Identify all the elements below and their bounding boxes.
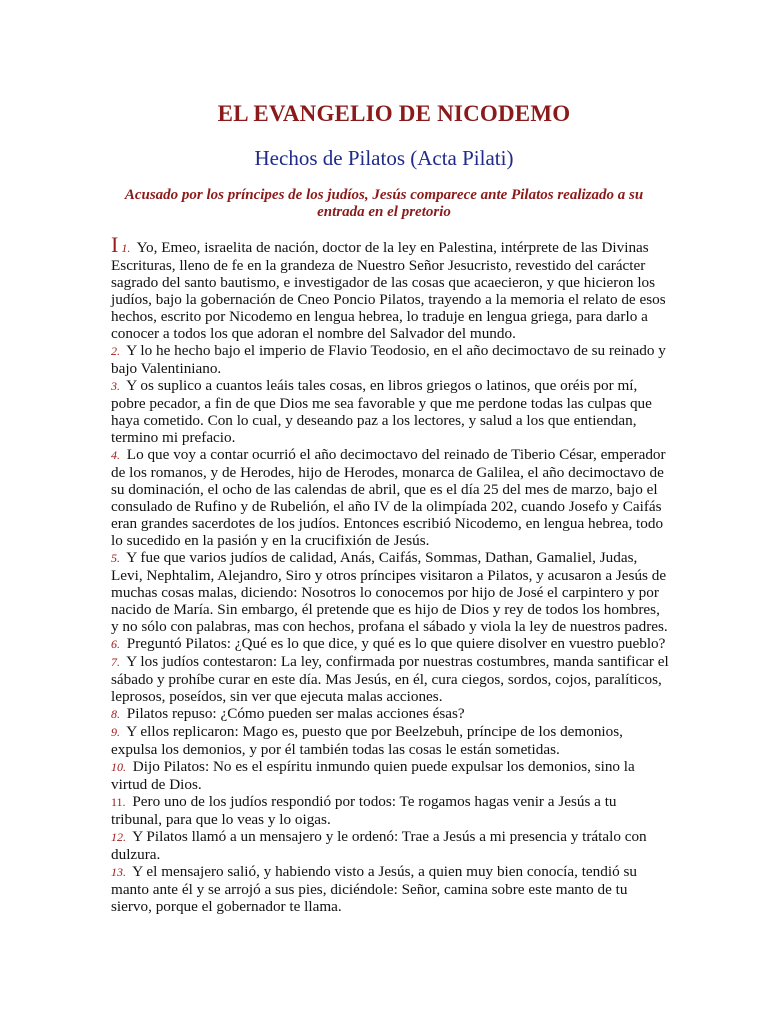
verse-number: 1. <box>121 241 131 255</box>
verse-number: 4. <box>111 448 120 462</box>
body-text <box>111 232 671 915</box>
verse-text: Pero uno de los judíos respondió por todos: Te rogamos hagas venir a Jesús a tu tribunal, para que lo veas y lo oigas. <box>111 793 617 828</box>
verse-number: 12. <box>111 830 126 844</box>
verse-text: Y lo he hecho bajo el imperio de Flavio Teodosio, en el año decimoctavo de su reinado y bajo Valentiniano. <box>111 342 666 377</box>
chapter-summary <box>104 187 664 221</box>
verse <box>111 549 671 635</box>
verse <box>111 723 671 758</box>
verse-text: Preguntó Pilatos: ¿Qué es lo que dice, y qué es lo que quiere disolver en vuestro pueblo? <box>126 635 666 652</box>
verse-text: Pilatos repuso: ¿Cómo pueden ser malas acciones ésas? <box>126 705 465 722</box>
verse-number: 10. <box>111 760 126 774</box>
verse-text: Dijo Pilatos: No es el espíritu inmundo quien puede expulsar los demonios, sino la virtud de Dios. <box>111 758 635 793</box>
verse-text: Y Pilatos llamó a un mensajero y le ordenó: Trae a Jesús a mi presencia y trátalo con dulzura. <box>111 828 647 863</box>
verse <box>111 793 671 828</box>
verse-text: Y os suplico a cuantos leáis tales cosas, en libros griegos o latinos, que oréis por mí, pobre pecador, a fin de que Dios me sea favorable y que me perdone todas las culpas que haya cometido. Con lo cual, y deseando paz a los lectores, y salud a los que entiendan, termino mi prefacio. <box>111 377 652 446</box>
verse-text: Y el mensajero salió, y habiendo visto a Jesús, a quien muy bien conocía, tendió su manto ante él y se arrojó a sus pies, diciéndole: Señor, camina sobre este manto de tu siervo, porque el gobernador te llama. <box>111 863 637 915</box>
verse <box>111 758 671 793</box>
verse <box>111 828 671 863</box>
verse-number: 13. <box>111 865 126 879</box>
document-title: EL EVANGELIO DE NICODEMO <box>217 101 571 126</box>
verse-text: Y ellos replicaron: Mago es, puesto que por Beelzebuh, príncipe de los demonios, expulsa los demonios, y por él también todas las cosas le están sometidas. <box>111 723 623 758</box>
verse-number: 11. <box>111 795 126 809</box>
verse-number: 7. <box>111 655 120 669</box>
verse-number: 6. <box>111 637 120 651</box>
chapter-numeral: I <box>111 232 119 257</box>
verse-number: 2. <box>111 344 120 358</box>
verse-text: Yo, Emeo, israelita de nación, doctor de la ley en Palestina, intérprete de las Divinas Escrituras, lleno de fe en la grandeza de Nuestro Señor Jesucristo, revestido del carácter sagrado del santo bautismo, e investigador de las cosas que acaecieron, y que hicieron los judíos, bajo la gobernación de Cneo Poncio Pilatos, trayendo a la memoria el relato de esos hechos, escrito por Nicodemo en lengua hebrea, lo traduje en lengua griega, para darlo a conocer a todos los que adoran el nombre del Salvador del mundo. <box>111 239 666 342</box>
verse <box>111 232 671 342</box>
verse <box>111 377 671 446</box>
summary-line: entrada en el pretorio <box>317 204 451 220</box>
verse-number: 8. <box>111 707 120 721</box>
verse <box>111 863 671 915</box>
verse-number: 5. <box>111 551 120 565</box>
summary-line: Acusado por los príncipes de los judíos, Jesús comparece ante Pilatos realizado a su <box>124 187 644 203</box>
verse <box>111 653 671 705</box>
verse-text: Y fue que varios judíos de calidad, Anás, Caifás, Sommas, Dathan, Gamaliel, Judas, Levi, Nephtalim, Alejandro, Siro y otros príncipes visitaron a Pilatos, y acusaron a Jesús de muchas cosas malas, diciendo: Nosotros lo conocemos por hijo de José el carpintero y por nacido de María. Sin embargo, él pretende que es hijo de Dios y rey de todos los hombres, y no sólo con palabras, mas con hechos, profana el sábado y viola la ley de nuestros padres. <box>111 549 668 635</box>
verse <box>111 342 671 377</box>
verse-text: Y los judíos contestaron: La ley, confirmada por nuestras costumbres, manda santificar el sábado y prohíbe curar en este día. Mas Jesús, en él, cura ciegos, sordos, cojos, paralíticos, leprosos, poseídos, sin ver que ejecuta malas acciones. <box>111 653 669 705</box>
document-subtitle: Hechos de Pilatos (Acta Pilati) <box>254 146 514 170</box>
verse-number: 3. <box>111 379 120 393</box>
verse-text: Lo que voy a contar ocurrió el año decimoctavo del reinado de Tiberio César, emperador de los romanos, y de Herodes, hijo de Herodes, monarca de Galilea, el año decimoctavo de su dominación, el ocho de las calendas de abril, que es el día 25 del mes de marzo, bajo el consulado de Rufino y de Rubelión, el año IV de la olimpíada 202, cuando Josefo y Caifás eran grandes sacerdotes de los judíos. Entonces escribió Nicodemo, en lengua hebrea, todo lo sucedido en la pasión y en la crucifixión de Jesús. <box>111 446 666 549</box>
verse <box>111 705 671 723</box>
verse <box>111 635 671 653</box>
verse-number: 9. <box>111 725 120 739</box>
verse <box>111 446 671 549</box>
